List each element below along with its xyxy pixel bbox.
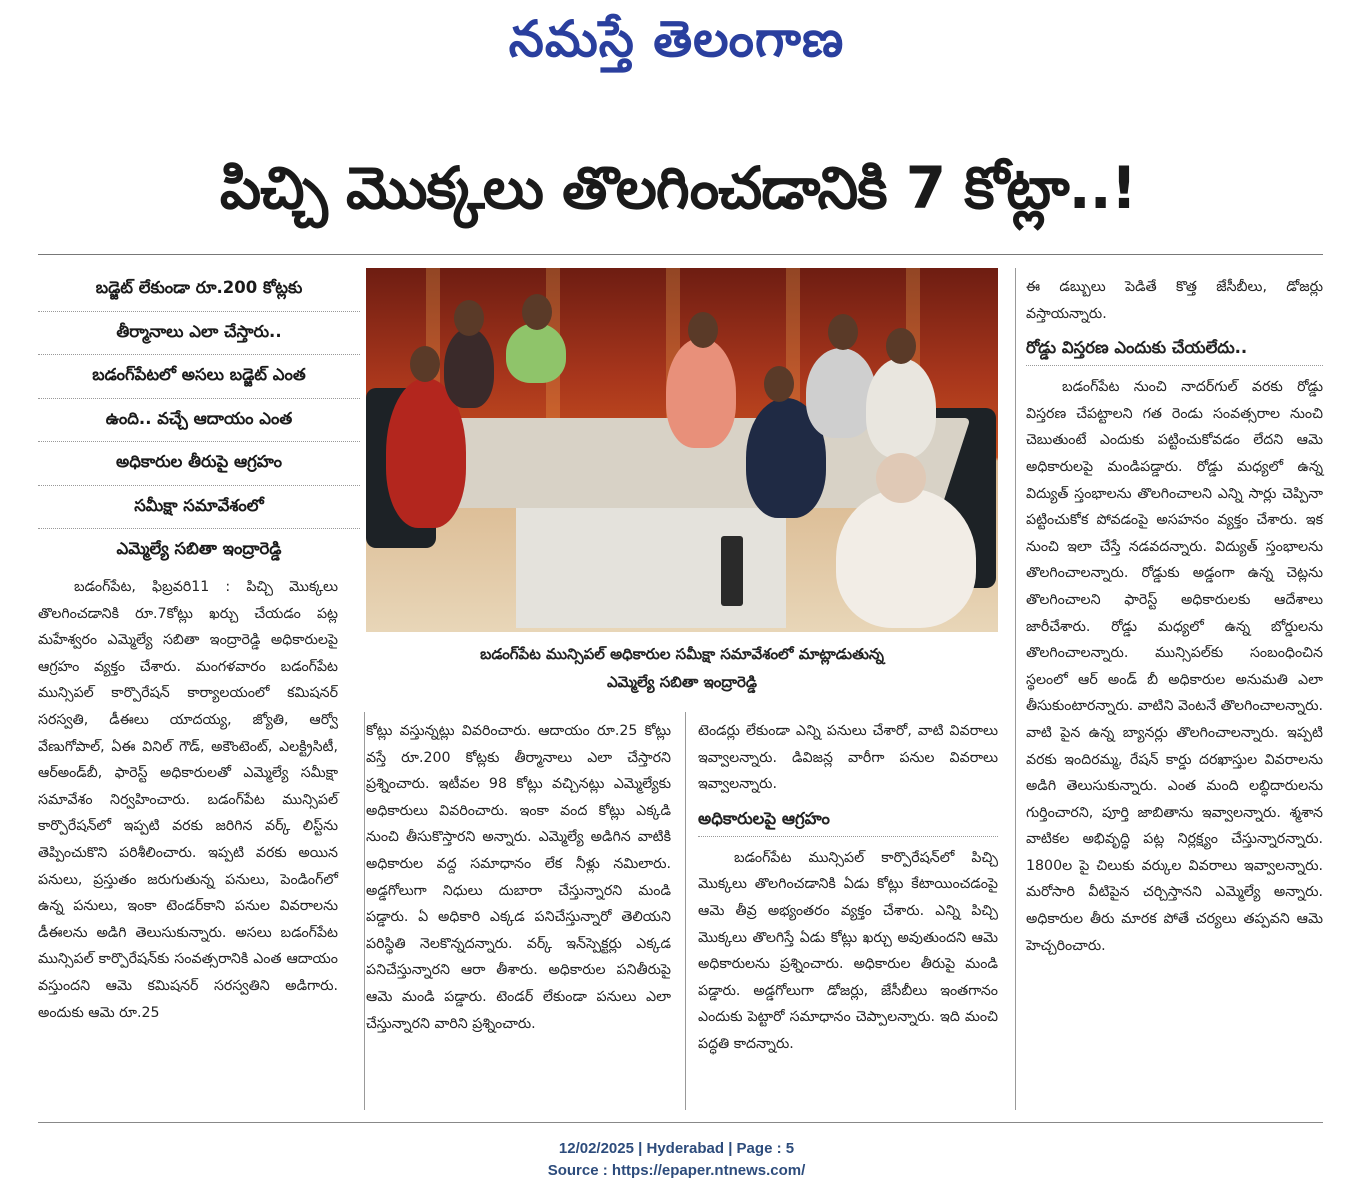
article-column-1: [38, 574, 338, 1026]
column-divider: [364, 712, 365, 1110]
deck-line: సమీక్షా సమావేశంలో: [38, 486, 360, 530]
footer-date-line: 12/02/2025 | Hyderabad | Page : 5: [558, 1140, 795, 1157]
person-head: [886, 328, 916, 364]
deck-block: [38, 268, 360, 573]
article-paragraph: బడంగ్‌పేట మున్సిపల్ కార్పొరేషన్‌లో పిచ్చి మొక్కలు తొలగించడానికి ఏడు కోట్లు కేటాయించడంపై ఆమె తీవ్ర అభ్యంతరం వ్యక్తం చేశారు. ఎన్ని పిచ్చి మొక్కలు తొలగిస్తే ఏడు కోట్లు ఖర్చు అవుతుందని ఆమె అధికారులను ప్రశ్నించారు. అధికారుల తీరుపై మండి పడ్డారు. అడ్డగోలుగా డోజర్లు, జేసీబీలు ఇంతగానం ఎందుకు పెట్టారో సమాధానం చెప్పాలన్నారు. ఇది మంచి పద్ధతి కాదన్నారు.: [698, 849, 998, 1052]
article-column-4: [1026, 274, 1323, 959]
column-divider: [1015, 268, 1016, 1110]
deck-line: తీర్మానాలు ఎలా చేస్తారు..: [38, 312, 360, 356]
masthead-title: నమస్తే తెలంగాణ: [508, 9, 845, 68]
footer: [0, 1138, 1353, 1182]
caption-line: బడంగ్‌పేట మున్సిపల్ అధికారుల సమీక్షా సమావేశంలో మాట్లాడుతున్న: [480, 645, 884, 663]
subheading: అధికారులపై ఆగ్రహం: [698, 804, 998, 837]
top-rule: [38, 254, 1323, 255]
person-head: [764, 366, 794, 402]
person-head: [688, 312, 718, 348]
person-head: [876, 453, 926, 503]
article-paragraph: టెండర్లు లేకుండా ఎన్ని పనులు చేశారో, వాటి వివరాలు ఇవ్వాలన్నారు. డివిజన్ల వారీగా పనుల వివరాలు ఇవ్వాలన్నారు.: [698, 723, 998, 793]
footer-source-link[interactable]: Source : https://epaper.ntnews.com/: [547, 1162, 806, 1179]
photo-caption: [366, 640, 998, 696]
meeting-photo: [366, 268, 998, 632]
deck-line: ఉంది.. వచ్చే ఆదాయం ఎంత: [38, 399, 360, 443]
deck-line: ఎమ్మెల్యే సబితా ఇంద్రారెడ్డి: [116, 539, 282, 558]
article-paragraph: ఈ డబ్బులు పెడితే కొత్త జేసీబీలు, డోజర్లు వస్తాయన్నారు.: [1026, 279, 1323, 322]
article-column-3: [698, 718, 998, 1058]
deck-line: అధికారుల తీరుపై ఆగ్రహం: [38, 442, 360, 486]
table-front: [516, 508, 786, 628]
person: [866, 358, 936, 458]
article-paragraph: కోట్లు వస్తున్నట్లు వివరించారు. ఆదాయం రూ.25 కోట్లు వస్తే రూ.200 కోట్లకు తీర్మానాలు ఎలా చేస్తారని ప్రశ్నించారు. ఇటీవల 98 కోట్లు వచ్చినట్లు ఎమ్మెల్యేకు అధికారులు వివరించారు. ఇంకా వంద కోట్లు ఎక్కడి నుంచి తీసుకొస్తారని అన్నారు. ఎమ్మెల్యే అడిగిన వాటికి అధికారుల వద్ద సమాధానం లేక నీళ్లు నమిలారు. అడ్డగోలుగా నిధులు దుబారా చేస్తున్నారని మండి పడ్డారు. ఏ అధికారి ఎక్కడ పనిచేస్తున్నారో తెలియని పరిస్థితి నెలకొన్నదన్నారు. వర్క్ ఇన్‌స్పెక్టర్లు ఎక్కడ పనిచేస్తున్నారని ఆరా తీశారు. అధికారుల పనితీరుపై ఆమె మండి పడ్డారు. టెండర్ లేకుండా పనులు ఎలా చేస్తున్నారని వారిని ప్రశ్నించారు.: [366, 723, 671, 1032]
person-head: [828, 314, 858, 350]
article-column-2: [366, 718, 671, 1037]
caption-line: ఎమ్మెల్యే సబితా ఇంద్రారెడ్డి: [606, 673, 758, 691]
article-paragraph: బడంగ్‌పేట, ఫిబ్రవరి11 : పిచ్చి మొక్కలు తొలగించడానికి రూ.7కోట్లు ఖర్చు చేయడం పట్ల మహేశ్వరం ఎమ్మెల్యే సబితా ఇంద్రారెడ్డి అధికారులపై ఆగ్రహం వ్యక్తం చేశారు. మంగళవారం బడంగ్‌పేట మున్సిపల్ కార్పొరేషన్ కార్యాలయంలో కమిషనర్ సరస్వతి, డీఈలు యాదయ్య, జ్యోతి, ఆర్వో వేణుగోపాల్, ఏఈ వినిల్ గౌడ్, అకౌంటెంట్, ఎలక్ట్రిసిటీ, ఆర్అండ్‌బీ, ఫారెస్ట్ అధికారులతో ఎమ్మెల్యే సమీక్షా సమావేశం నిర్వహించారు. బడంగ్‌పేట మున్సిపల్ కార్పొరేషన్‌లో ఇప్పటి వరకు జరిగిన వర్క్ లిస్ట్‌ను తెప్పించుకొని పరిశీలించారు. ఇప్పటి వరకు అయిన పనులు, ప్రస్తుతం జరుగుతున్న పనులు, పెండింగ్‌లో ఉన్న పనులు, ఇంకా టెండర్‌కాని పనుల వివరాలను డీఈలను అడిగి తెలుసుకున్నారు. అసలు బడంగ్‌పేట మున్సిపల్ కార్పొరేషన్‌కు సంవత్సరానికి ఎంత ఆదాయం వస్తుందని ఆమె కమిషనర్ సరస్వతిని అడిగారు. అందుకు ఆమె రూ.25: [38, 579, 338, 1021]
deck-line: బడ్జెట్ లేకుండా రూ.200 కోట్లకు: [38, 268, 360, 312]
speaker-box: [721, 536, 743, 606]
person: [666, 338, 736, 448]
person-head: [454, 300, 484, 336]
person: [836, 488, 976, 628]
person: [444, 328, 494, 408]
article-paragraph: బడంగ్‌పేట నుంచి నాదర్‌గుల్ వరకు రోడ్డు విస్తరణ చేపట్టాలని గత రెండు సంవత్సరాల నుంచి చెబుతుంటే ఎందుకు పట్టించుకోవడం లేదని ఆమె అధికారులపై మండిపడ్డారు. రోడ్డు మధ్యలో ఉన్న విద్యుత్ స్తంభాలను తొలగించాలని ఎన్ని సార్లు చెప్పినా పట్టించుకోక పోవడంపై అసహనం వ్యక్తం చేశారు. ఇక నుంచి ఇలా చేస్తే నడవదన్నారు. విద్యుత్ స్తంభాలను తొలగించాలన్నారు. రోడ్డుకు అడ్డంగా ఉన్న చెట్లను తొలగించాలని ఫారెస్ట్ అధికారులకు ఆదేశాలు జారీచేశారు. రోడ్డు మధ్యలో ఉన్న బోర్డులను తొలగించాలన్నారు. మున్సిపల్‌కు సంబంధించిన స్థలంలో ఆర్ అండ్ బీ అధికారుల అనుమతి ఎలా తీసుకుంటారన్నారు. వాటిని వెంటనే తొలగించాలన్నారు. వాటి పైన ఉన్న బ్యానర్లు తొలగించాలన్నారు. ఇప్పటి వరకు ఇందిరమ్మ, రేషన్ కార్డు దరఖాస్తుల వివరాలను అడిగి తెలుసుకున్నారు. ఎంత మంది లబ్ధిదారులను గుర్తించారని, పూర్తి జాబితాను ఇవ్వాలన్నారు. శ్మశాన వాటికల అభివృద్ధి పట్ల నిర్లక్ష్యం చేస్తున్నారన్నారు. 1800ల పై చిలుకు వర్కుల వివరాలు ఇవ్వాలన్నారు. మరోసారి వీటిపైన చర్చిస్తానని ఎమ్మెల్యే అన్నారు. అధికారుల తీరు మారక పోతే చర్యలు తప్పవని ఆమె హెచ్చరించారు.: [1026, 379, 1324, 954]
column-divider: [685, 712, 686, 1110]
person-head: [522, 294, 552, 330]
headline: పిచ్చి మొక్కలు తొలగించడానికి 7 కోట్లా..!: [219, 154, 1137, 222]
person: [506, 323, 566, 383]
subheading: రోడ్డు విస్తరణ ఎందుకు చేయలేదు..: [1026, 333, 1323, 366]
bottom-rule: [38, 1122, 1323, 1123]
person-head: [410, 346, 440, 382]
deck-line: బడంగ్‌పేటలో అసలు బడ్జెట్ ఎంత: [38, 355, 360, 399]
